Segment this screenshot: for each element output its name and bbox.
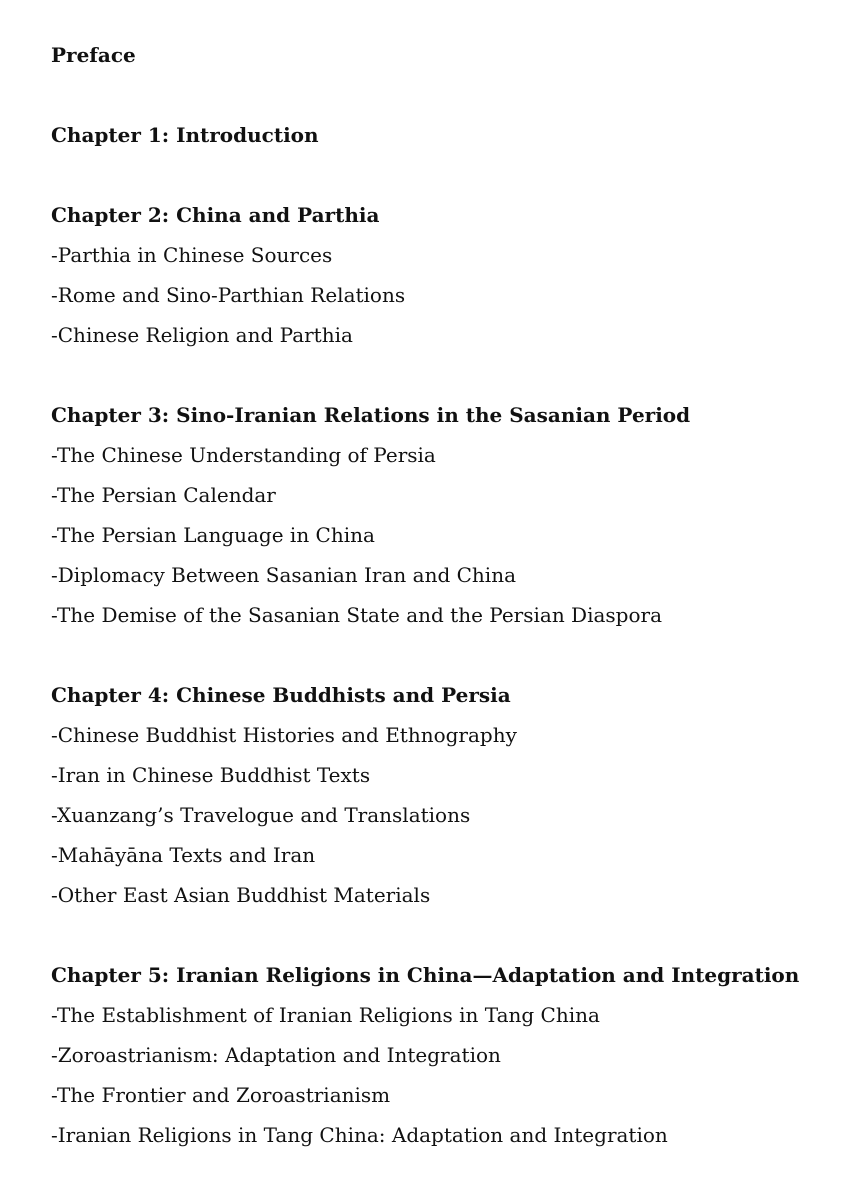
toc-item: -Chinese Buddhist Histories and Ethnography [51, 723, 517, 747]
section-spacer [51, 155, 851, 195]
section-spacer [51, 355, 851, 395]
toc-item: -Zoroastrianism: Adaptation and Integration [51, 1043, 501, 1067]
toc-item: -Diplomacy Between Sasanian Iran and China [51, 563, 516, 587]
chapter-3-section [51, 395, 851, 635]
chapter-5-section [51, 955, 851, 1155]
toc-item: -Iranian Religions in Tang China: Adaptation and Integration [51, 1123, 668, 1147]
chapter-2-section [51, 195, 851, 355]
chapter-2-heading: Chapter 2: China and Parthia [51, 203, 380, 227]
toc-item: -Mahāyāna Texts and Iran [51, 843, 316, 867]
toc-item: -Parthia in Chinese Sources [51, 243, 333, 267]
chapter-1-heading: Chapter 1: Introduction [51, 123, 319, 147]
toc-item: -The Persian Calendar [51, 483, 276, 507]
toc-item: -Rome and Sino-Parthian Relations [51, 283, 406, 307]
section-spacer [51, 635, 851, 675]
chapter-5-heading: Chapter 5: Iranian Religions in China—Adaptation and Integration [51, 963, 800, 987]
chapter-1-section [51, 115, 851, 155]
toc-item: -The Frontier and Zoroastrianism [51, 1083, 391, 1107]
toc-item: -Chinese Religion and Parthia [51, 323, 353, 347]
toc-item: -Other East Asian Buddhist Materials [51, 883, 431, 907]
table-of-contents [51, 35, 851, 1155]
toc-item: -The Persian Language in China [51, 523, 375, 547]
toc-item: -The Establishment of Iranian Religions in Tang China [51, 1003, 600, 1027]
section-spacer [51, 75, 851, 115]
chapter-4-section [51, 675, 851, 915]
preface-heading: Preface [51, 43, 136, 67]
chapter-4-heading: Chapter 4: Chinese Buddhists and Persia [51, 683, 511, 707]
toc-item: -The Chinese Understanding of Persia [51, 443, 436, 467]
toc-item: -Iran in Chinese Buddhist Texts [51, 763, 371, 787]
preface-section [51, 35, 851, 75]
toc-item: -Xuanzang’s Travelogue and Translations [51, 803, 471, 827]
toc-item: -The Demise of the Sasanian State and the Persian Diaspora [51, 603, 663, 627]
section-spacer [51, 915, 851, 955]
chapter-3-heading: Chapter 3: Sino-Iranian Relations in the Sasanian Period [51, 403, 691, 427]
